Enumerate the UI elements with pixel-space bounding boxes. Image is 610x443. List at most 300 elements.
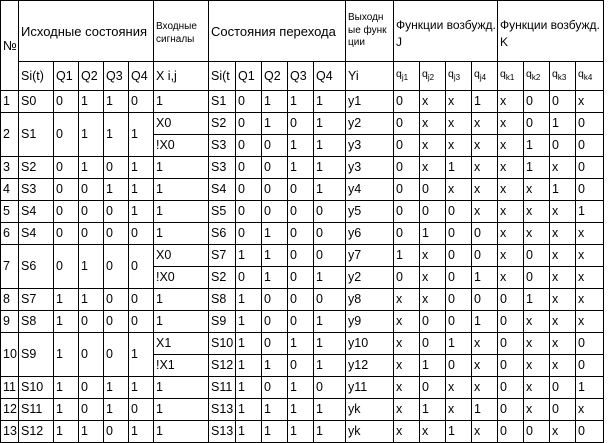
next-q2: 0 xyxy=(262,201,288,223)
next-q3: 0 xyxy=(288,355,314,377)
initial-state: S9 xyxy=(19,333,54,377)
next-state: S3 xyxy=(209,135,236,157)
next-q3: 0 xyxy=(288,311,314,333)
input-signal: !X0 xyxy=(154,135,209,157)
output-function: y1 xyxy=(346,91,394,113)
next-q4: 1 xyxy=(314,267,346,289)
excite-j2: 0 xyxy=(420,311,446,333)
input-signal: 1 xyxy=(154,289,209,311)
initial-state: S10 xyxy=(19,377,54,399)
initial-q1: 1 xyxy=(54,421,79,443)
next-q4: 1 xyxy=(314,157,346,179)
input-signal: 1 xyxy=(154,399,209,421)
next-q4: 1 xyxy=(314,355,346,377)
initial-q2: 1 xyxy=(79,421,104,443)
excite-k1: x xyxy=(498,223,524,245)
next-q2: 0 xyxy=(262,135,288,157)
excite-j1: x xyxy=(394,289,420,311)
subheader-q4-next: Q4 xyxy=(314,62,346,91)
excite-j2: 1 xyxy=(420,355,446,377)
excite-k2: 0 xyxy=(524,91,550,113)
initial-q1: 0 xyxy=(54,91,79,113)
next-q3: 0 xyxy=(288,179,314,201)
excite-k4: x xyxy=(576,245,604,267)
excite-j1: 0 xyxy=(394,179,420,201)
input-signal: X1 xyxy=(154,333,209,355)
excite-k4: x xyxy=(576,267,604,289)
next-q4: 0 xyxy=(314,289,346,311)
excite-j3: 1 xyxy=(446,421,472,443)
next-q2: 0 xyxy=(262,333,288,355)
next-state: S13 xyxy=(209,399,236,421)
excite-k3: 0 xyxy=(550,91,576,113)
initial-q4: 1 xyxy=(129,179,154,201)
initial-state: S12 xyxy=(19,421,54,443)
next-q4: 1 xyxy=(314,179,346,201)
initial-q3: 0 xyxy=(104,333,129,377)
subheader-si: Si(t) xyxy=(19,62,54,91)
excite-j2: x xyxy=(420,135,446,157)
excite-k2: x xyxy=(524,333,550,355)
excite-k4: x xyxy=(576,399,604,421)
input-signal: 1 xyxy=(154,157,209,179)
subheader-qj2: $q_{j2}$ xyxy=(420,62,446,91)
next-q3: 0 xyxy=(288,245,314,267)
excite-j3: 0 xyxy=(446,201,472,223)
input-signal: 1 xyxy=(154,377,209,399)
row-number: 2 xyxy=(1,113,19,157)
initial-state: S4 xyxy=(19,201,54,223)
excite-j4: 1 xyxy=(472,267,498,289)
table-row xyxy=(1,113,604,135)
next-q4: 1 xyxy=(314,135,346,157)
excite-k3: x xyxy=(550,267,576,289)
table-row xyxy=(1,333,604,355)
next-q4: 0 xyxy=(314,201,346,223)
table-row xyxy=(1,421,604,443)
next-q1: 1 xyxy=(236,245,262,267)
initial-q2: 0 xyxy=(79,333,104,377)
excite-j3: 1 xyxy=(446,333,472,355)
initial-q4: 0 xyxy=(129,245,154,289)
table-row xyxy=(1,179,604,201)
output-function: y2 xyxy=(346,113,394,135)
next-q3: 1 xyxy=(288,91,314,113)
row-number: 3 xyxy=(1,157,19,179)
excite-k2: 0 xyxy=(524,245,550,267)
next-q1: 0 xyxy=(236,135,262,157)
next-q1: 0 xyxy=(236,157,262,179)
next-q3: 0 xyxy=(288,223,314,245)
next-q2: 0 xyxy=(262,289,288,311)
input-signal: X0 xyxy=(154,245,209,267)
initial-state: S11 xyxy=(19,399,54,421)
initial-q4: 1 xyxy=(129,333,154,377)
initial-state: S1 xyxy=(19,113,54,157)
excite-k2: x xyxy=(524,377,550,399)
subheader-q1: Q1 xyxy=(54,62,79,91)
excite-k1: x xyxy=(498,179,524,201)
excite-j4: 1 xyxy=(472,91,498,113)
subheader-x: X i,j xyxy=(154,62,209,91)
row-number: 13 xyxy=(1,421,19,443)
excite-k2: x xyxy=(524,223,550,245)
next-state: S3 xyxy=(209,157,236,179)
excite-j2: 1 xyxy=(420,223,446,245)
subheader-qj3: $q_{j3}$ xyxy=(446,62,472,91)
output-function: y4 xyxy=(346,179,394,201)
initial-q3: 0 xyxy=(104,311,129,333)
output-function: y5 xyxy=(346,201,394,223)
excite-j3: 0 xyxy=(446,355,472,377)
initial-state: S4 xyxy=(19,223,54,245)
initial-q4: 0 xyxy=(129,91,154,113)
subheader-si-next: Si(t xyxy=(209,62,236,91)
excite-j3: x xyxy=(446,179,472,201)
excite-j3: 1 xyxy=(446,157,472,179)
header-number: № xyxy=(1,1,19,91)
subheader-q2-next: Q2 xyxy=(262,62,288,91)
excite-k1: 0 xyxy=(498,289,524,311)
initial-q2: 1 xyxy=(79,113,104,157)
table-row xyxy=(1,289,604,311)
initial-q1: 0 xyxy=(54,179,79,201)
excite-k3: x xyxy=(550,311,576,333)
initial-q3: 1 xyxy=(104,399,129,421)
next-q2: 1 xyxy=(262,267,288,289)
excite-j4: x xyxy=(472,355,498,377)
table-row xyxy=(1,311,604,333)
next-q2: 1 xyxy=(262,245,288,267)
initial-state: S2 xyxy=(19,157,54,179)
excite-k4: 0 xyxy=(576,421,604,443)
excite-j2: 0 xyxy=(420,179,446,201)
initial-state: S8 xyxy=(19,311,54,333)
header-transition-states: Состояния перехода xyxy=(209,1,346,62)
next-q2: 0 xyxy=(262,157,288,179)
excite-k4: x xyxy=(576,223,604,245)
subheader-q2: Q2 xyxy=(79,62,104,91)
excite-k2: 1 xyxy=(524,135,550,157)
initial-q4: 1 xyxy=(129,157,154,179)
initial-q3: 1 xyxy=(104,179,129,201)
next-q2: 1 xyxy=(262,113,288,135)
next-q3: 0 xyxy=(288,267,314,289)
header-initial-states: Исходные состояния xyxy=(19,1,154,62)
next-q4: 1 xyxy=(314,91,346,113)
output-function: y8 xyxy=(346,289,394,311)
initial-q2: 0 xyxy=(79,179,104,201)
output-function: y7 xyxy=(346,245,394,267)
initial-q2: 0 xyxy=(79,311,104,333)
next-q4: 1 xyxy=(314,113,346,135)
excite-k1: x xyxy=(498,91,524,113)
initial-state: S3 xyxy=(19,179,54,201)
next-state: S5 xyxy=(209,201,236,223)
excite-k2: x xyxy=(524,179,550,201)
next-q1: 0 xyxy=(236,201,262,223)
excite-k3: x xyxy=(550,157,576,179)
table-body xyxy=(1,91,604,443)
excite-j3: 0 xyxy=(446,245,472,267)
excite-j3: x xyxy=(446,399,472,421)
excite-k3: x xyxy=(550,201,576,223)
excite-k2: 1 xyxy=(524,157,550,179)
header-input-signals: Входные сигналы xyxy=(154,1,209,62)
input-signal: X0 xyxy=(154,113,209,135)
excite-j1: x xyxy=(394,311,420,333)
initial-q3: 0 xyxy=(104,201,129,223)
initial-q2: 1 xyxy=(79,245,104,289)
excite-j3: x xyxy=(446,135,472,157)
initial-q4: 1 xyxy=(129,201,154,223)
table-row xyxy=(1,157,604,179)
initial-q4: 0 xyxy=(129,289,154,311)
next-q1: 1 xyxy=(236,289,262,311)
subheader-q1-next: Q1 xyxy=(236,62,262,91)
next-q1: 1 xyxy=(236,421,262,443)
excite-j1: x xyxy=(394,355,420,377)
row-number: 8 xyxy=(1,289,19,311)
excite-k4: x xyxy=(576,311,604,333)
next-q2: 1 xyxy=(262,91,288,113)
next-q2: 0 xyxy=(262,179,288,201)
excite-j1: x xyxy=(394,377,420,399)
excite-j1: 0 xyxy=(394,157,420,179)
excite-j4: x xyxy=(472,179,498,201)
table-row xyxy=(1,201,604,223)
excite-j3: x xyxy=(446,113,472,135)
row-number: 9 xyxy=(1,311,19,333)
next-q3: 0 xyxy=(288,289,314,311)
initial-q4: 1 xyxy=(129,113,154,157)
output-function: y12 xyxy=(346,355,394,377)
excite-j4: x xyxy=(472,157,498,179)
excite-k3: x xyxy=(550,289,576,311)
next-q4: 1 xyxy=(314,399,346,421)
input-signal: 1 xyxy=(154,421,209,443)
next-q4: 0 xyxy=(314,223,346,245)
excite-j4: 1 xyxy=(472,311,498,333)
next-state: S6 xyxy=(209,223,236,245)
excite-k2: 0 xyxy=(524,267,550,289)
initial-q1: 1 xyxy=(54,399,79,421)
excite-j1: 1 xyxy=(394,245,420,267)
output-function: y9 xyxy=(346,311,394,333)
excite-k4: 0 xyxy=(576,355,604,377)
subheader-qk2: $q_{k2}$ xyxy=(524,62,550,91)
next-q1: 1 xyxy=(236,377,262,399)
row-number: 6 xyxy=(1,223,19,245)
excite-j4: x xyxy=(472,135,498,157)
input-signal: 1 xyxy=(154,201,209,223)
initial-q1: 0 xyxy=(54,223,79,245)
next-state: S9 xyxy=(209,311,236,333)
excite-j1: x xyxy=(394,421,420,443)
output-function: y10 xyxy=(346,333,394,355)
next-state: S2 xyxy=(209,267,236,289)
excite-k4: 1 xyxy=(576,377,604,399)
excite-k2: x xyxy=(524,399,550,421)
next-q1: 0 xyxy=(236,223,262,245)
initial-state: S6 xyxy=(19,245,54,289)
excite-j2: 0 xyxy=(420,201,446,223)
row-number: 4 xyxy=(1,179,19,201)
table-row xyxy=(1,91,604,113)
excite-j2: x xyxy=(420,245,446,267)
output-function: y3 xyxy=(346,135,394,157)
next-q1: 1 xyxy=(236,311,262,333)
initial-q1: 0 xyxy=(54,245,79,289)
input-signal: 1 xyxy=(154,91,209,113)
excite-j2: 1 xyxy=(420,399,446,421)
excite-j1: x xyxy=(394,399,420,421)
initial-q1: 1 xyxy=(54,333,79,377)
initial-state: S7 xyxy=(19,289,54,311)
row-number: 11 xyxy=(1,377,19,399)
excite-j3: x xyxy=(446,377,472,399)
excite-j3: x xyxy=(446,91,472,113)
excite-j4: 0 xyxy=(472,245,498,267)
excite-k4: 0 xyxy=(576,113,604,135)
row-number: 1 xyxy=(1,91,19,113)
excite-k3: 1 xyxy=(550,113,576,135)
initial-q4: 0 xyxy=(129,223,154,245)
excite-k4: 0 xyxy=(576,333,604,355)
header-output-functions: Выходные функции xyxy=(346,1,394,62)
subheader-q4: Q4 xyxy=(129,62,154,91)
row-number: 5 xyxy=(1,201,19,223)
excite-k4: x xyxy=(576,91,604,113)
next-q1: 0 xyxy=(236,113,262,135)
excite-j4: x xyxy=(472,377,498,399)
excite-k2: x xyxy=(524,355,550,377)
excite-j1: 0 xyxy=(394,113,420,135)
next-q3: 1 xyxy=(288,333,314,355)
next-q2: 1 xyxy=(262,223,288,245)
next-q4: 1 xyxy=(314,333,346,355)
input-signal: 1 xyxy=(154,179,209,201)
initial-q1: 1 xyxy=(54,289,79,311)
next-q3: 1 xyxy=(288,157,314,179)
subheader-qk3: $q_{k3}$ xyxy=(550,62,576,91)
next-state: S7 xyxy=(209,245,236,267)
excite-k4: 0 xyxy=(576,135,604,157)
excite-j2: x xyxy=(420,267,446,289)
initial-q4: 1 xyxy=(129,421,154,443)
initial-q2: 1 xyxy=(79,157,104,179)
subheader-q3-next: Q3 xyxy=(288,62,314,91)
excite-j2: x xyxy=(420,289,446,311)
next-q3: 1 xyxy=(288,421,314,443)
excite-k2: 1 xyxy=(524,289,550,311)
next-q3: 1 xyxy=(288,135,314,157)
next-q1: 0 xyxy=(236,179,262,201)
excite-j2: x xyxy=(420,113,446,135)
output-function: yk xyxy=(346,399,394,421)
excite-j1: 0 xyxy=(394,223,420,245)
excite-k3: x xyxy=(550,355,576,377)
subheader-qk4: $q_{k4}$ xyxy=(576,62,604,91)
excite-j3: 0 xyxy=(446,311,472,333)
next-state: S12 xyxy=(209,355,236,377)
excite-k2: 0 xyxy=(524,421,550,443)
excite-j4: x xyxy=(472,113,498,135)
next-q4: 1 xyxy=(314,311,346,333)
initial-q2: 1 xyxy=(79,289,104,311)
next-q3: 1 xyxy=(288,377,314,399)
excite-k1: 0 xyxy=(498,355,524,377)
initial-q3: 1 xyxy=(104,377,129,399)
table-row xyxy=(1,245,604,267)
excite-j4: x xyxy=(472,333,498,355)
initial-q3: 0 xyxy=(104,157,129,179)
initial-q3: 0 xyxy=(104,245,129,289)
table-row xyxy=(1,223,604,245)
excite-k2: x xyxy=(524,311,550,333)
excite-j1: 0 xyxy=(394,135,420,157)
excite-k3: x xyxy=(550,421,576,443)
header-excitation-k: Функции возбужд. K xyxy=(498,1,604,62)
excite-j3: 0 xyxy=(446,267,472,289)
table-row xyxy=(1,377,604,399)
subheader-qj1: $q_{j1}$ xyxy=(394,62,420,91)
excite-k1: x xyxy=(498,245,524,267)
excite-k2: 0 xyxy=(524,113,550,135)
excite-k1: 0 xyxy=(498,399,524,421)
output-function: yk xyxy=(346,421,394,443)
subheader-y: Yi xyxy=(346,62,394,91)
excite-k3: 0 xyxy=(550,377,576,399)
input-signal: !X0 xyxy=(154,267,209,289)
excite-j4: 0 xyxy=(472,289,498,311)
excite-j2: x xyxy=(420,421,446,443)
excite-j3: 0 xyxy=(446,289,472,311)
row-number: 12 xyxy=(1,399,19,421)
next-q1: 1 xyxy=(236,333,262,355)
next-q1: 1 xyxy=(236,399,262,421)
excite-j1: x xyxy=(394,333,420,355)
table-row xyxy=(1,399,604,421)
header-excitation-j: Функции возбужд. J xyxy=(394,1,498,62)
excite-k3: x xyxy=(550,333,576,355)
excite-j3: 0 xyxy=(446,223,472,245)
initial-q3: 0 xyxy=(104,421,129,443)
output-function: y2 xyxy=(346,267,394,289)
next-state: S11 xyxy=(209,377,236,399)
excite-k1: 0 xyxy=(498,333,524,355)
initial-q3: 0 xyxy=(104,223,129,245)
next-state: S1 xyxy=(209,91,236,113)
excite-j4: 0 xyxy=(472,223,498,245)
next-q1: 1 xyxy=(236,355,262,377)
excite-k3: 1 xyxy=(550,179,576,201)
next-q4: 0 xyxy=(314,377,346,399)
excite-k4: 1 xyxy=(576,201,604,223)
subheader-qj4: $q_{j4}$ xyxy=(472,62,498,91)
next-state: S10 xyxy=(209,333,236,355)
initial-q2: 0 xyxy=(79,377,104,399)
excite-j2: x xyxy=(420,157,446,179)
output-function: y3 xyxy=(346,157,394,179)
excite-k3: 0 xyxy=(550,399,576,421)
initial-q1: 0 xyxy=(54,157,79,179)
row-number: 10 xyxy=(1,333,19,377)
next-q4: 1 xyxy=(314,421,346,443)
initial-q1: 0 xyxy=(54,113,79,157)
next-q3: 0 xyxy=(288,201,314,223)
row-number: 7 xyxy=(1,245,19,289)
